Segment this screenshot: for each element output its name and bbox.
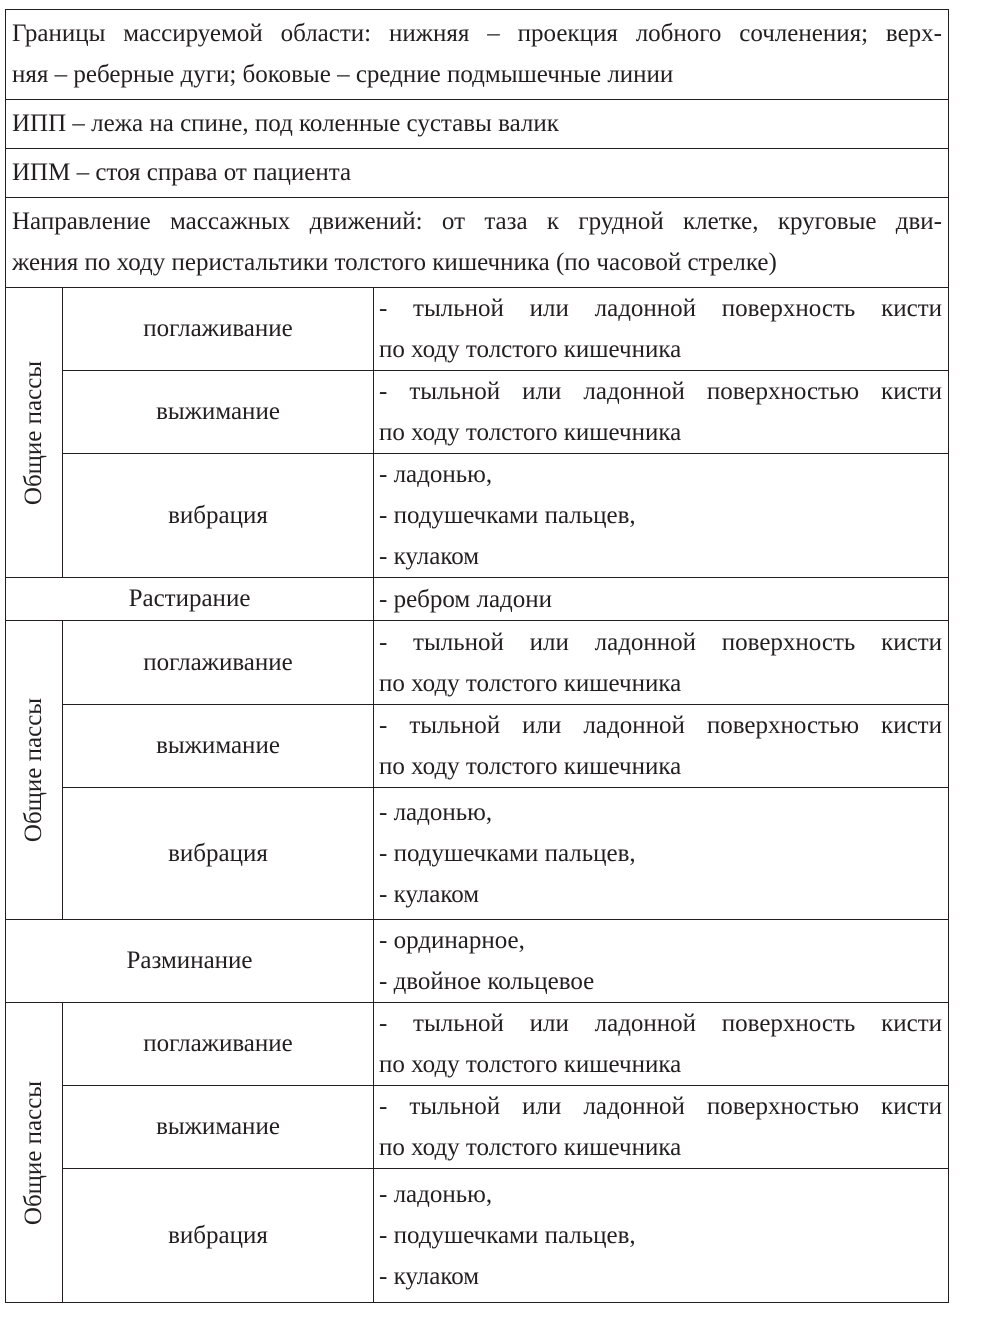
text-line: - тыльной или ладонной поверхность кисти — [379, 1010, 942, 1037]
text-line: - тыльной или ладонной поверхностью кисти — [379, 378, 942, 405]
text-line: - кулаком — [379, 881, 480, 908]
technique-cell: выжимание — [63, 371, 374, 454]
table-row — [6, 10, 949, 100]
masseur-position — [6, 149, 949, 198]
movement-direction — [6, 198, 949, 288]
text-line: по ходу толстого кишечника — [379, 1051, 682, 1078]
technique-cell: выжимание — [63, 705, 374, 788]
text-line: - ладонью, — [379, 799, 493, 826]
text-line: - двойное кольцевое — [379, 968, 595, 995]
text-line: - ребром ладони — [379, 585, 553, 613]
text-line: по ходу толстого кишечника — [379, 419, 682, 446]
description-cell — [374, 454, 949, 578]
table-row — [6, 705, 949, 788]
text-line: Границы массируемой области: нижняя – проекция лобного сочленения; верх- — [12, 20, 942, 47]
description-cell — [374, 371, 949, 454]
technique-cell: поглаживание — [63, 288, 374, 371]
group-label: Общие пассы — [20, 697, 47, 843]
text-line: по ходу толстого кишечника — [379, 669, 682, 697]
technique-cell: выжимание — [63, 1086, 374, 1169]
massage-area-boundaries — [6, 10, 949, 100]
text-line: ИПП – лежа на спине, под коленные суставы валик — [12, 110, 559, 137]
text-line: по ходу толстого кишечника — [379, 336, 682, 363]
text-line: - тыльной или ладонной поверхность кисти — [379, 628, 942, 656]
technique-cell: поглаживание — [63, 1003, 374, 1086]
table-row — [6, 920, 949, 1003]
description-cell — [374, 788, 949, 920]
table-row — [6, 198, 949, 288]
text-line: по ходу толстого кишечника — [379, 1134, 682, 1161]
text-line: - тыльной или ладонной поверхностью кисти — [379, 712, 942, 739]
table-row — [6, 1003, 949, 1086]
description-cell — [374, 1003, 949, 1086]
technique-cell: вибрация — [63, 788, 374, 920]
text-line: жения по ходу перистальтики толстого кишечника (по часовой стрелке) — [12, 249, 777, 276]
text-line: ИПМ – стоя справа от пациента — [12, 159, 352, 186]
description-cell — [374, 1086, 949, 1169]
group-label-cell — [6, 288, 63, 578]
text-line: - подушечками пальцев, — [379, 1222, 636, 1249]
table-row — [6, 788, 949, 920]
table-row — [6, 371, 949, 454]
text-line: по ходу толстого кишечника — [379, 753, 682, 780]
table-row — [6, 578, 949, 621]
text-line: - тыльной или ладонной поверхность кисти — [379, 295, 942, 322]
text-line: - ладонью, — [379, 1181, 493, 1208]
description-cell — [374, 920, 949, 1003]
table-row — [6, 1086, 949, 1169]
table-row — [6, 621, 949, 705]
technique-cell: поглаживание — [63, 621, 374, 705]
text-line: - ладонью, — [379, 461, 493, 488]
text-line: Направление массажных движений: от таза к грудной клетке, круговые дви- — [12, 208, 942, 235]
text-line: - тыльной или ладонной поверхностью кисти — [379, 1093, 942, 1120]
table-row — [6, 288, 949, 371]
technique-cell: вибрация — [63, 454, 374, 578]
group-label-cell — [6, 621, 63, 920]
table-row — [6, 100, 949, 149]
text-line: - кулаком — [379, 1263, 480, 1290]
description-cell — [374, 621, 949, 705]
description-cell — [374, 1169, 949, 1303]
description-cell — [374, 705, 949, 788]
group-label: Общие пассы — [20, 1080, 47, 1225]
table-row — [6, 149, 949, 198]
massage-protocol-page — [5, 9, 948, 1303]
text-line: - кулаком — [379, 543, 480, 570]
text-line: - ординарное, — [379, 927, 525, 954]
technique-cell: вибрация — [63, 1169, 374, 1303]
group-label-cell — [6, 1003, 63, 1303]
group-label: Общие пассы — [20, 360, 47, 505]
technique-cell: Разминание — [6, 920, 374, 1003]
text-line: няя – реберные дуги; боковые – средние подмышечные линии — [12, 61, 674, 88]
table-row — [6, 1169, 949, 1303]
table-row — [6, 454, 949, 578]
patient-position — [6, 100, 949, 149]
massage-protocol-table — [5, 9, 949, 1303]
text-line: - подушечками пальцев, — [379, 502, 636, 529]
technique-cell: Растирание — [6, 578, 374, 621]
description-cell — [374, 288, 949, 371]
text-line: - подушечками пальцев, — [379, 840, 636, 867]
description-cell — [374, 578, 949, 621]
